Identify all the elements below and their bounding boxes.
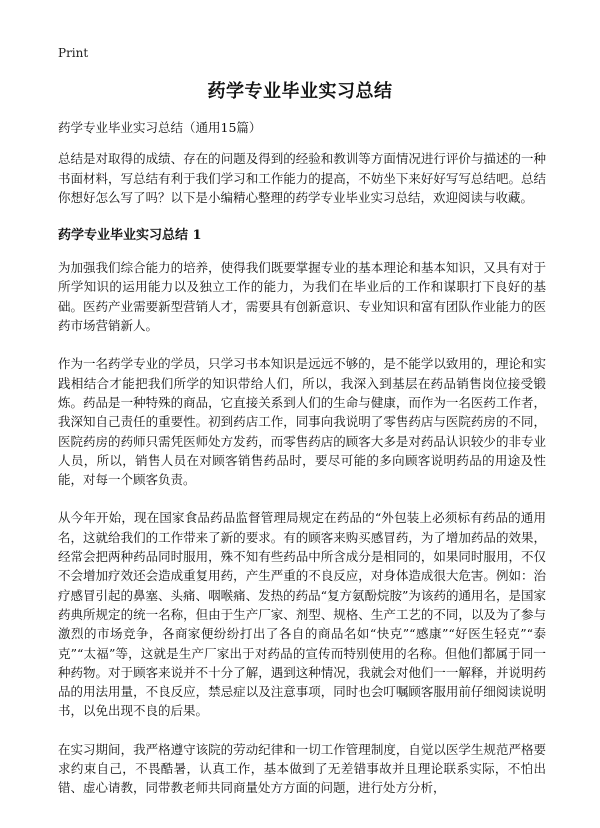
body-paragraph: 为加强我们综合能力的培养，使得我们既要掌握专业的基本理论和基本知识，又具有对于所学知识的运用能力以及独立工作的能力，为我们在毕业后的工作和谋职打下良好的基础。医药产业需要新型营销人才，需要具有创新意识、专业知识和富有团队作业能力的医药市场营销新人。 bbox=[58, 260, 546, 334]
body-paragraph: 在实习期间，我严格遵守该院的劳动纪律和一切工作管理制度，自觉以医学生规范严格要求约束自己，不畏酷暑，认真工作，基本做到了无差错事故并且理论联系实际，不怕出错、虚心请教，同带教老师共同商量处方方面的问题，进行处方分析， bbox=[58, 741, 546, 796]
section-heading: 药学专业毕业实习总结 1 bbox=[58, 228, 202, 244]
body-paragraph: 从今年开始，现在国家食品药品监督管理局规定在药品的“外包装上必须标有药品的通用名，这就给我们的工作带来了新的要求。有的顾客来购买感冒药，为了增加药品的效果，经常会把两种药品同时服用，殊不知有些药品中所含成分是相同的，如果同时服用，不仅不会增加疗效还会造成重复用药，产生严重的不良反应，对身体造成很大危害。例如：治疗感冒引起的鼻塞、头痛、咽喉痛、发热的药品“复方氨酚烷胺”为该药的通用名，是国家药典所规定的统一名称，但由于生产厂家、剂型、规格、生产工艺的不同，以及为了参与激烈的市场竞争，各商家便纷纷打出了各自的商品名如“快克”“感康”“好医生轻克”“泰克”“太福”等，这就是生产厂家出于对药品的宣传而特别使用的名称。但他们都属于同一种药物。对于顾客来说并不十分了解，遇到这种情况，我就会对他们一一解释，并说明药品的用法用量，不良反应，禁忌症以及注意事项，同时也会叮嘱顾客服用前仔细阅读说明书，以免出现不良的后果。 bbox=[58, 510, 546, 719]
article-subtitle: 药学专业毕业实习总结（通用15篇） bbox=[58, 120, 262, 135]
print-link[interactable]: Print bbox=[58, 46, 89, 60]
article-body bbox=[58, 118, 546, 817]
intro-paragraph: 总结是对取得的成绩、存在的问题及得到的经验和教训等方面情况进行评价与描述的一种书面材料，写总结有利于我们学习和工作能力的提高，不妨坐下来好好写写总结吧。总结你想好怎么写了吗？以下是小编精心整理的药学专业毕业实习总结，欢迎阅读与收藏。 bbox=[58, 151, 546, 205]
page-title: 药学专业毕业实习总结 bbox=[207, 81, 393, 102]
body-paragraph: 作为一名药学专业的学员，只学习书本知识是远远不够的，是不能学以致用的，理论和实践相结合才能把我们所学的知识带给人们，所以，我深入到基层在药品销售岗位接受锻炼。药品是一种特殊的商品，它直接关系到人们的生命与健康，而作为一名医药工作者，我深知自己责任的重要性。初到药店工作，同事向我说明了零售药店与医院药房的不同，医院药房的药师只需凭医师处方发药，而零售药店的顾客大多是对药品认识较少的非专业人员，所以，销售人员在对顾客销售药品时，要尽可能的多向顾客说明药品的用途及性能，对每一个顾客负责。 bbox=[58, 356, 546, 488]
